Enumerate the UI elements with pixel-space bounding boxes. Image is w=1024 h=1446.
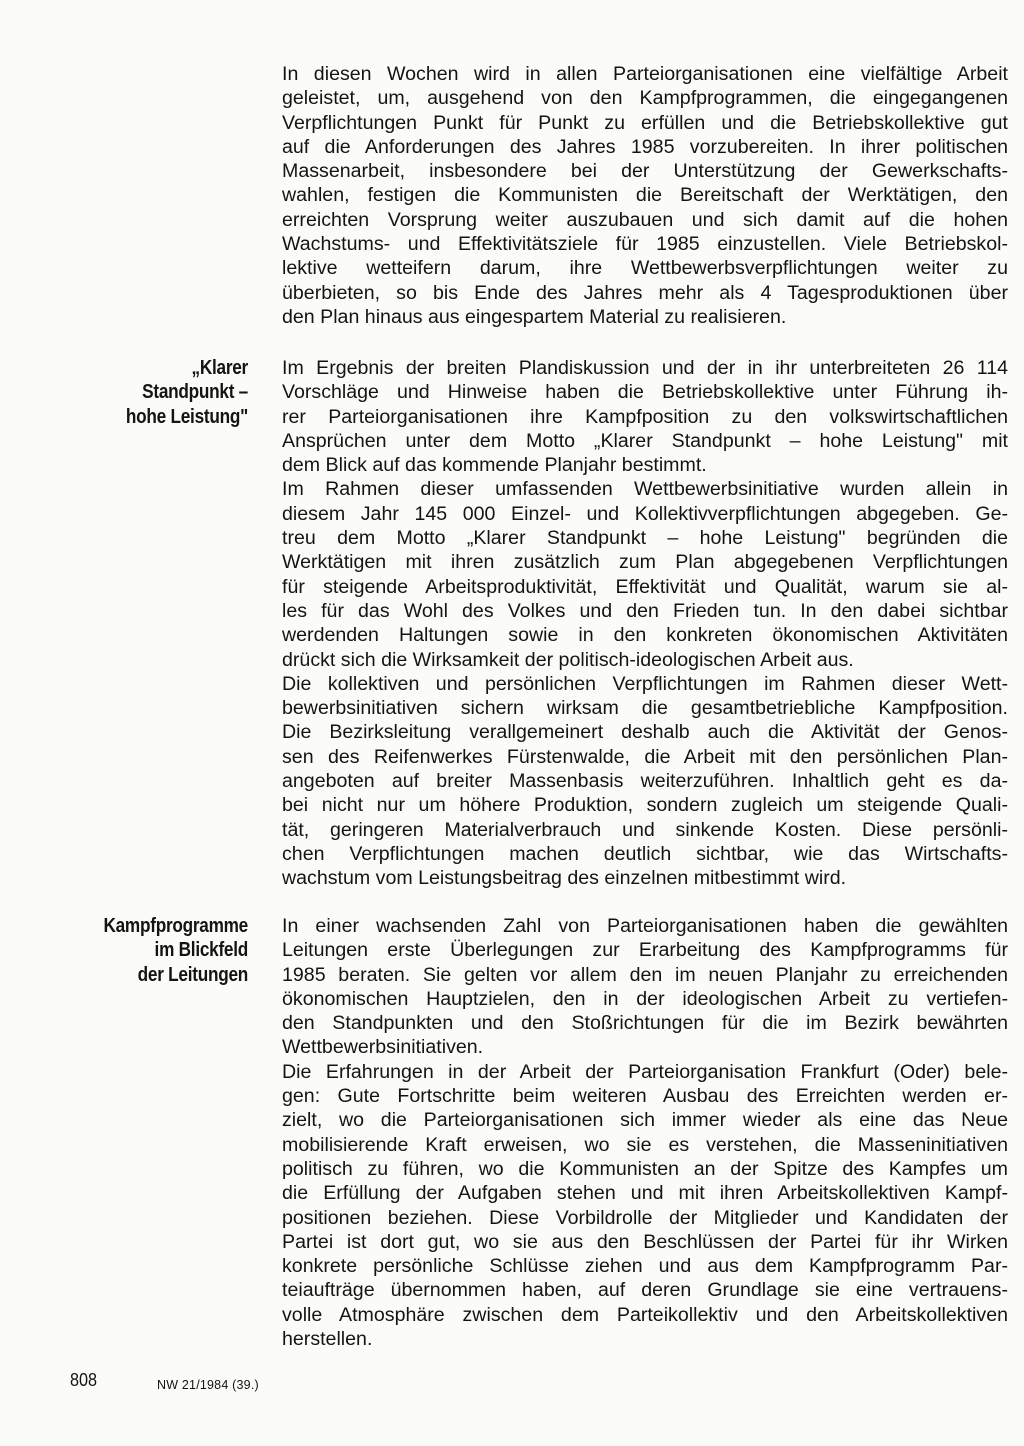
text-line: rer Parteiorganisationen ihre Kampfposition zu den volkswirtschaftlichen xyxy=(282,405,1008,428)
text-line: bei nicht nur um höhere Produktion, sondern zugleich um steigende Quali- xyxy=(282,794,1008,817)
text-line: konkrete persönliche Schlüsse ziehen und aus dem Kampfprogramm Par- xyxy=(282,1255,1008,1278)
text-line: geleistet, um, ausgehend von den Kampfprogrammen, die eingegangenen xyxy=(282,87,1008,110)
text-line: sen des Reifenwerkes Fürstenwalde, die Arbeit mit den persönlichen Plan- xyxy=(282,745,1008,768)
text-line: Die kollektiven und persönlichen Verpflichtungen im Rahmen dieser Wett- xyxy=(282,672,1008,695)
heading-line: Kampfprogramme xyxy=(103,915,248,937)
text-line: diesem Jahr 145 000 Einzel- und Kollektivverpflichtungen abgegeben. Ge- xyxy=(282,502,1008,525)
text-line: Partei ist dort gut, wo sie aus den Beschlüssen der Partei für ihr Wirken xyxy=(282,1230,1008,1253)
text-line: treu dem Motto „Klarer Standpunkt – hohe Leistung" begründen die xyxy=(282,527,1008,550)
text-line: Im Rahmen dieser umfassenden Wettbewerbsinitiative wurden allein in xyxy=(282,478,1008,501)
text-line: bewerbsinitiativen sichern wirksam die gesamtbetriebliche Kampfposition. xyxy=(282,697,1008,720)
text-line: erreichten Vorsprung weiter auszubauen und sich damit auf die hohen xyxy=(282,208,1008,231)
text-line: tät, geringeren Materialverbrauch und sinkende Kosten. Diese persönli- xyxy=(282,818,1008,841)
heading-line: der Leitungen xyxy=(137,963,248,986)
text-line: drückt sich die Wirksamkeit der politisch-ideologischen Arbeit aus. xyxy=(282,648,854,671)
margin-heading-klarer-standpunkt xyxy=(69,356,248,429)
text-line: 1985 beraten. Sie gelten vor allem den im neuen Planjahr zu erreichenden xyxy=(282,963,1008,986)
text-line: Wachstums- und Effektivitätsziele für 1985 einzustellen. Viele Betriebskol- xyxy=(282,233,1008,256)
text-line: überbieten, so bis Ende des Jahres mehr als 4 Tagesproduktionen über xyxy=(282,281,1008,304)
text-line: ökonomischen Hauptzielen, den in der ideologischen Arbeit zu vertiefen- xyxy=(282,987,1008,1010)
text-line: Die Erfahrungen in der Arbeit der Parteiorganisation Frankfurt (Oder) bele- xyxy=(282,1060,1008,1083)
intro-paragraph xyxy=(282,62,1008,329)
text-line: In einer wachsenden Zahl von Parteiorganisationen haben die gewählten xyxy=(282,915,1008,937)
text-line: lektive wetteifern darum, ihre Wettbewerbsverpflichtungen weiter zu xyxy=(282,257,1008,280)
text-line: gen: Gute Fortschritte beim weiteren Ausbau des Erreichten werden er- xyxy=(282,1085,1008,1108)
text-line: den Standpunkten und den Stoßrichtungen für die im Bezirk bewährten xyxy=(282,1012,1008,1035)
heading-line: Standpunkt – xyxy=(142,381,248,404)
text-line: les für das Wohl des Volkes und den Frieden tun. In den dabei sichtbar xyxy=(282,599,1008,622)
text-line: Ansprüchen unter dem Motto „Klarer Standpunkt – hohe Leistung" mit xyxy=(282,429,1008,452)
section-klarer-standpunkt-text xyxy=(282,356,1008,891)
text-line: Vorschläge und Hinweise haben die Betriebskollektive unter Führung ih- xyxy=(282,381,1008,404)
text-line: zielt, wo die Parteiorganisationen sich immer wieder als eine das Neue xyxy=(282,1109,1008,1132)
text-line: den Plan hinaus aus eingespartem Material zu realisieren. xyxy=(282,305,787,328)
text-line: Wettbewerbsinitiativen. xyxy=(282,1036,484,1059)
section-kampfprogramme-text xyxy=(282,914,1008,1351)
text-line: Die Bezirksleitung verallgemeinert deshalb auch die Aktivität der Genos- xyxy=(282,721,1008,744)
text-line: herstellen. xyxy=(282,1328,373,1351)
text-line: politisch zu führen, wo die Kommunisten an der Spitze des Kampfes um xyxy=(282,1157,1008,1180)
margin-heading-kampfprogramme xyxy=(69,914,248,987)
text-line: Leitungen erste Überlegungen zur Erarbeitung des Kampfprogramms für xyxy=(282,939,1008,962)
heading-line: im Blickfeld xyxy=(154,939,248,962)
text-line: angeboten auf breiter Massenbasis weiterzuführen. Inhaltlich geht es da- xyxy=(282,770,1008,793)
heading-line: „Klarer xyxy=(191,357,248,379)
text-line: wahlen, festigen die Kommunisten die Bereitschaft der Werktätigen, den xyxy=(282,184,1008,207)
text-line: für steigende Arbeitsproduktivität, Effektivität und Qualität, warum sie al- xyxy=(282,575,1008,598)
text-line: In diesen Wochen wird in allen Parteiorganisationen eine vielfältige Arbeit xyxy=(282,63,1008,85)
text-line: positionen beziehen. Diese Vorbildrolle der Mitglieder und Kandidaten der xyxy=(282,1206,1008,1229)
text-line: Massenarbeit, insbesondere bei der Unterstützung der Gewerkschafts- xyxy=(282,160,1008,183)
text-line: mobilisierende Kraft erweisen, wo sie es verstehen, die Masseninitiativen xyxy=(282,1133,1008,1156)
text-line: wachstum vom Leistungsbeitrag des einzelnen mitbestimmt wird. xyxy=(282,867,847,890)
issue-reference: NW 21/1984 (39.) xyxy=(157,1378,259,1392)
text-line: werdenden Haltungen sowie in den konkreten ökonomischen Aktivitäten xyxy=(282,624,1008,647)
text-line: dem Blick auf das kommende Planjahr bestimmt. xyxy=(282,454,707,477)
text-line: Werktätigen mit ihren zusätzlich zum Plan abgegebenen Verpflichtungen xyxy=(282,551,1008,574)
text-line: auf die Anforderungen des Jahres 1985 vorzubereiten. In ihrer politischen xyxy=(282,135,1008,158)
text-line: teiaufträge übernommen haben, auf deren Grundlage sie eine vertrauens- xyxy=(282,1279,1008,1302)
heading-line: hohe Leistung" xyxy=(125,405,248,428)
text-line: Im Ergebnis der breiten Plandiskussion und der in ihr unterbreiteten 26 114 xyxy=(282,357,1008,379)
text-line: Verpflichtungen Punkt für Punkt zu erfüllen und die Betriebskollektive gut xyxy=(282,111,1008,134)
text-line: volle Atmosphäre zwischen dem Parteikollektiv und den Arbeitskollektiven xyxy=(282,1303,1008,1326)
text-line: chen Verpflichtungen machen deutlich sichtbar, wie das Wirtschafts- xyxy=(282,842,1008,865)
text-line: die Erfüllung der Aufgaben stehen und mit ihren Arbeitskollektiven Kampf- xyxy=(282,1182,1008,1205)
page-number: 808 xyxy=(70,1370,98,1390)
